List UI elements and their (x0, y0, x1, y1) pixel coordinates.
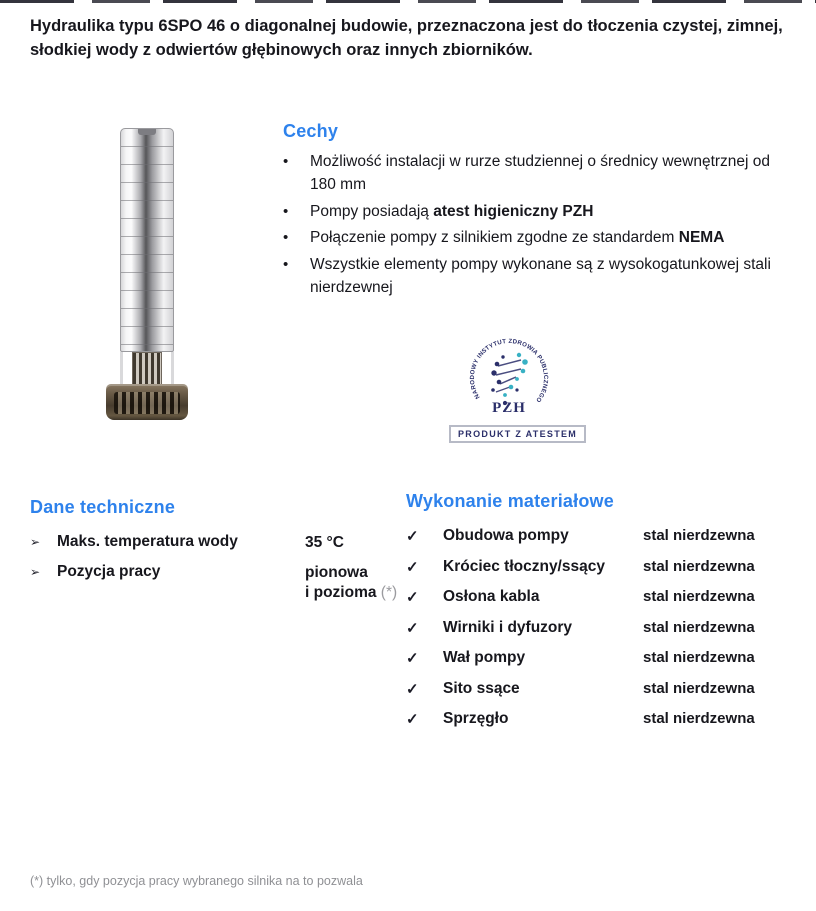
technical-row (30, 533, 410, 553)
feature-item: • Możliwość instalacji w rurze studziennej o średnicy wewnętrznej od 180 mm (283, 151, 795, 197)
pump-cage-graphic (132, 352, 162, 386)
pump-strainer-base-graphic (106, 384, 188, 420)
bullet-icon: • (283, 202, 289, 220)
technical-label: Pozycja pracy (57, 563, 161, 581)
technical-label: Maks. temperatura wody (57, 533, 238, 550)
technical-heading: Dane techniczne (30, 497, 176, 517)
check-icon: ✓ (406, 589, 419, 606)
pump-body-graphic (120, 128, 174, 352)
feature-item: • Połączenie pompy z silnikiem zgodne ze standardem NEMA (283, 227, 795, 250)
pzh-certificate-logo (449, 337, 578, 443)
bullet-icon: • (283, 256, 289, 274)
material-row: ✓ Króciec tłoczny/ssący stal nierdzewna (406, 557, 755, 576)
materials-section (406, 491, 796, 728)
svg-text:PZH: PZH (492, 400, 526, 416)
pump-cap-graphic (138, 129, 156, 135)
check-icon: ✓ (406, 650, 419, 667)
material-row: ✓ Sito ssące stal nierdzewna (406, 679, 755, 698)
footnote-text: (*) tylko, gdy pozycja pracy wybranego silnika na to pozwala (30, 874, 363, 888)
check-icon: ✓ (406, 711, 419, 728)
arrow-bullet-icon: ➢ (30, 565, 41, 580)
features-section (283, 121, 795, 304)
material-row: ✓ Osłona kabla stal nierdzewna (406, 588, 755, 606)
arrow-bullet-icon: ➢ (30, 535, 41, 549)
dna-helix-icon (491, 353, 528, 405)
footnote-marker: (*) (380, 584, 398, 602)
material-row: ✓ Wał pompy stal nierdzewna (406, 649, 755, 667)
materials-heading: Wykonanie materiałowe (406, 491, 614, 511)
material-row: ✓ Obudowa pompy stal nierdzewna (406, 527, 755, 545)
certificate-badge-label: PRODUKT Z ATESTEM (449, 425, 586, 443)
feature-item: • Pompy posiadają atest higieniczny PZH (283, 201, 795, 224)
technical-row (30, 563, 410, 603)
material-row: ✓ Wirniki i dyfuzory stal nierdzewna (406, 618, 755, 637)
technical-data-section (30, 497, 410, 603)
check-icon: ✓ (406, 558, 419, 576)
top-crop-artifact (0, 0, 816, 3)
technical-value: pionowa i pozioma (*) (305, 564, 398, 602)
pump-strainer-slots-graphic (114, 392, 180, 414)
bullet-icon: • (283, 229, 289, 247)
check-icon: ✓ (406, 619, 419, 637)
bullet-icon: • (283, 153, 289, 170)
pzh-seal-icon (449, 337, 569, 419)
check-icon: ✓ (406, 528, 419, 545)
feature-item: • Wszystkie elementy pompy wykonane są z wysokogatunkowej stali nierdzewnej (283, 254, 795, 300)
svg-text:NARODOWY INSTYTUT ZDROWIA PUBL: NARODOWY INSTYTUT ZDROWIA PUBLICZNEGO (468, 337, 550, 404)
pump-image (104, 128, 190, 420)
features-heading: Cechy (283, 121, 339, 141)
check-icon: ✓ (406, 680, 419, 698)
material-row: ✓ Sprzęgło stal nierdzewna (406, 710, 755, 728)
technical-value: 35 °C (305, 534, 344, 551)
intro-paragraph: Hydraulika typu 6SPO 46 o diagonalnej budowie, przeznaczona jest do tłoczenia czystej, zimnej, słodkiej wody z odwiertów głębinowych oraz innych zbiorników. (30, 17, 783, 59)
features-list (283, 151, 795, 300)
